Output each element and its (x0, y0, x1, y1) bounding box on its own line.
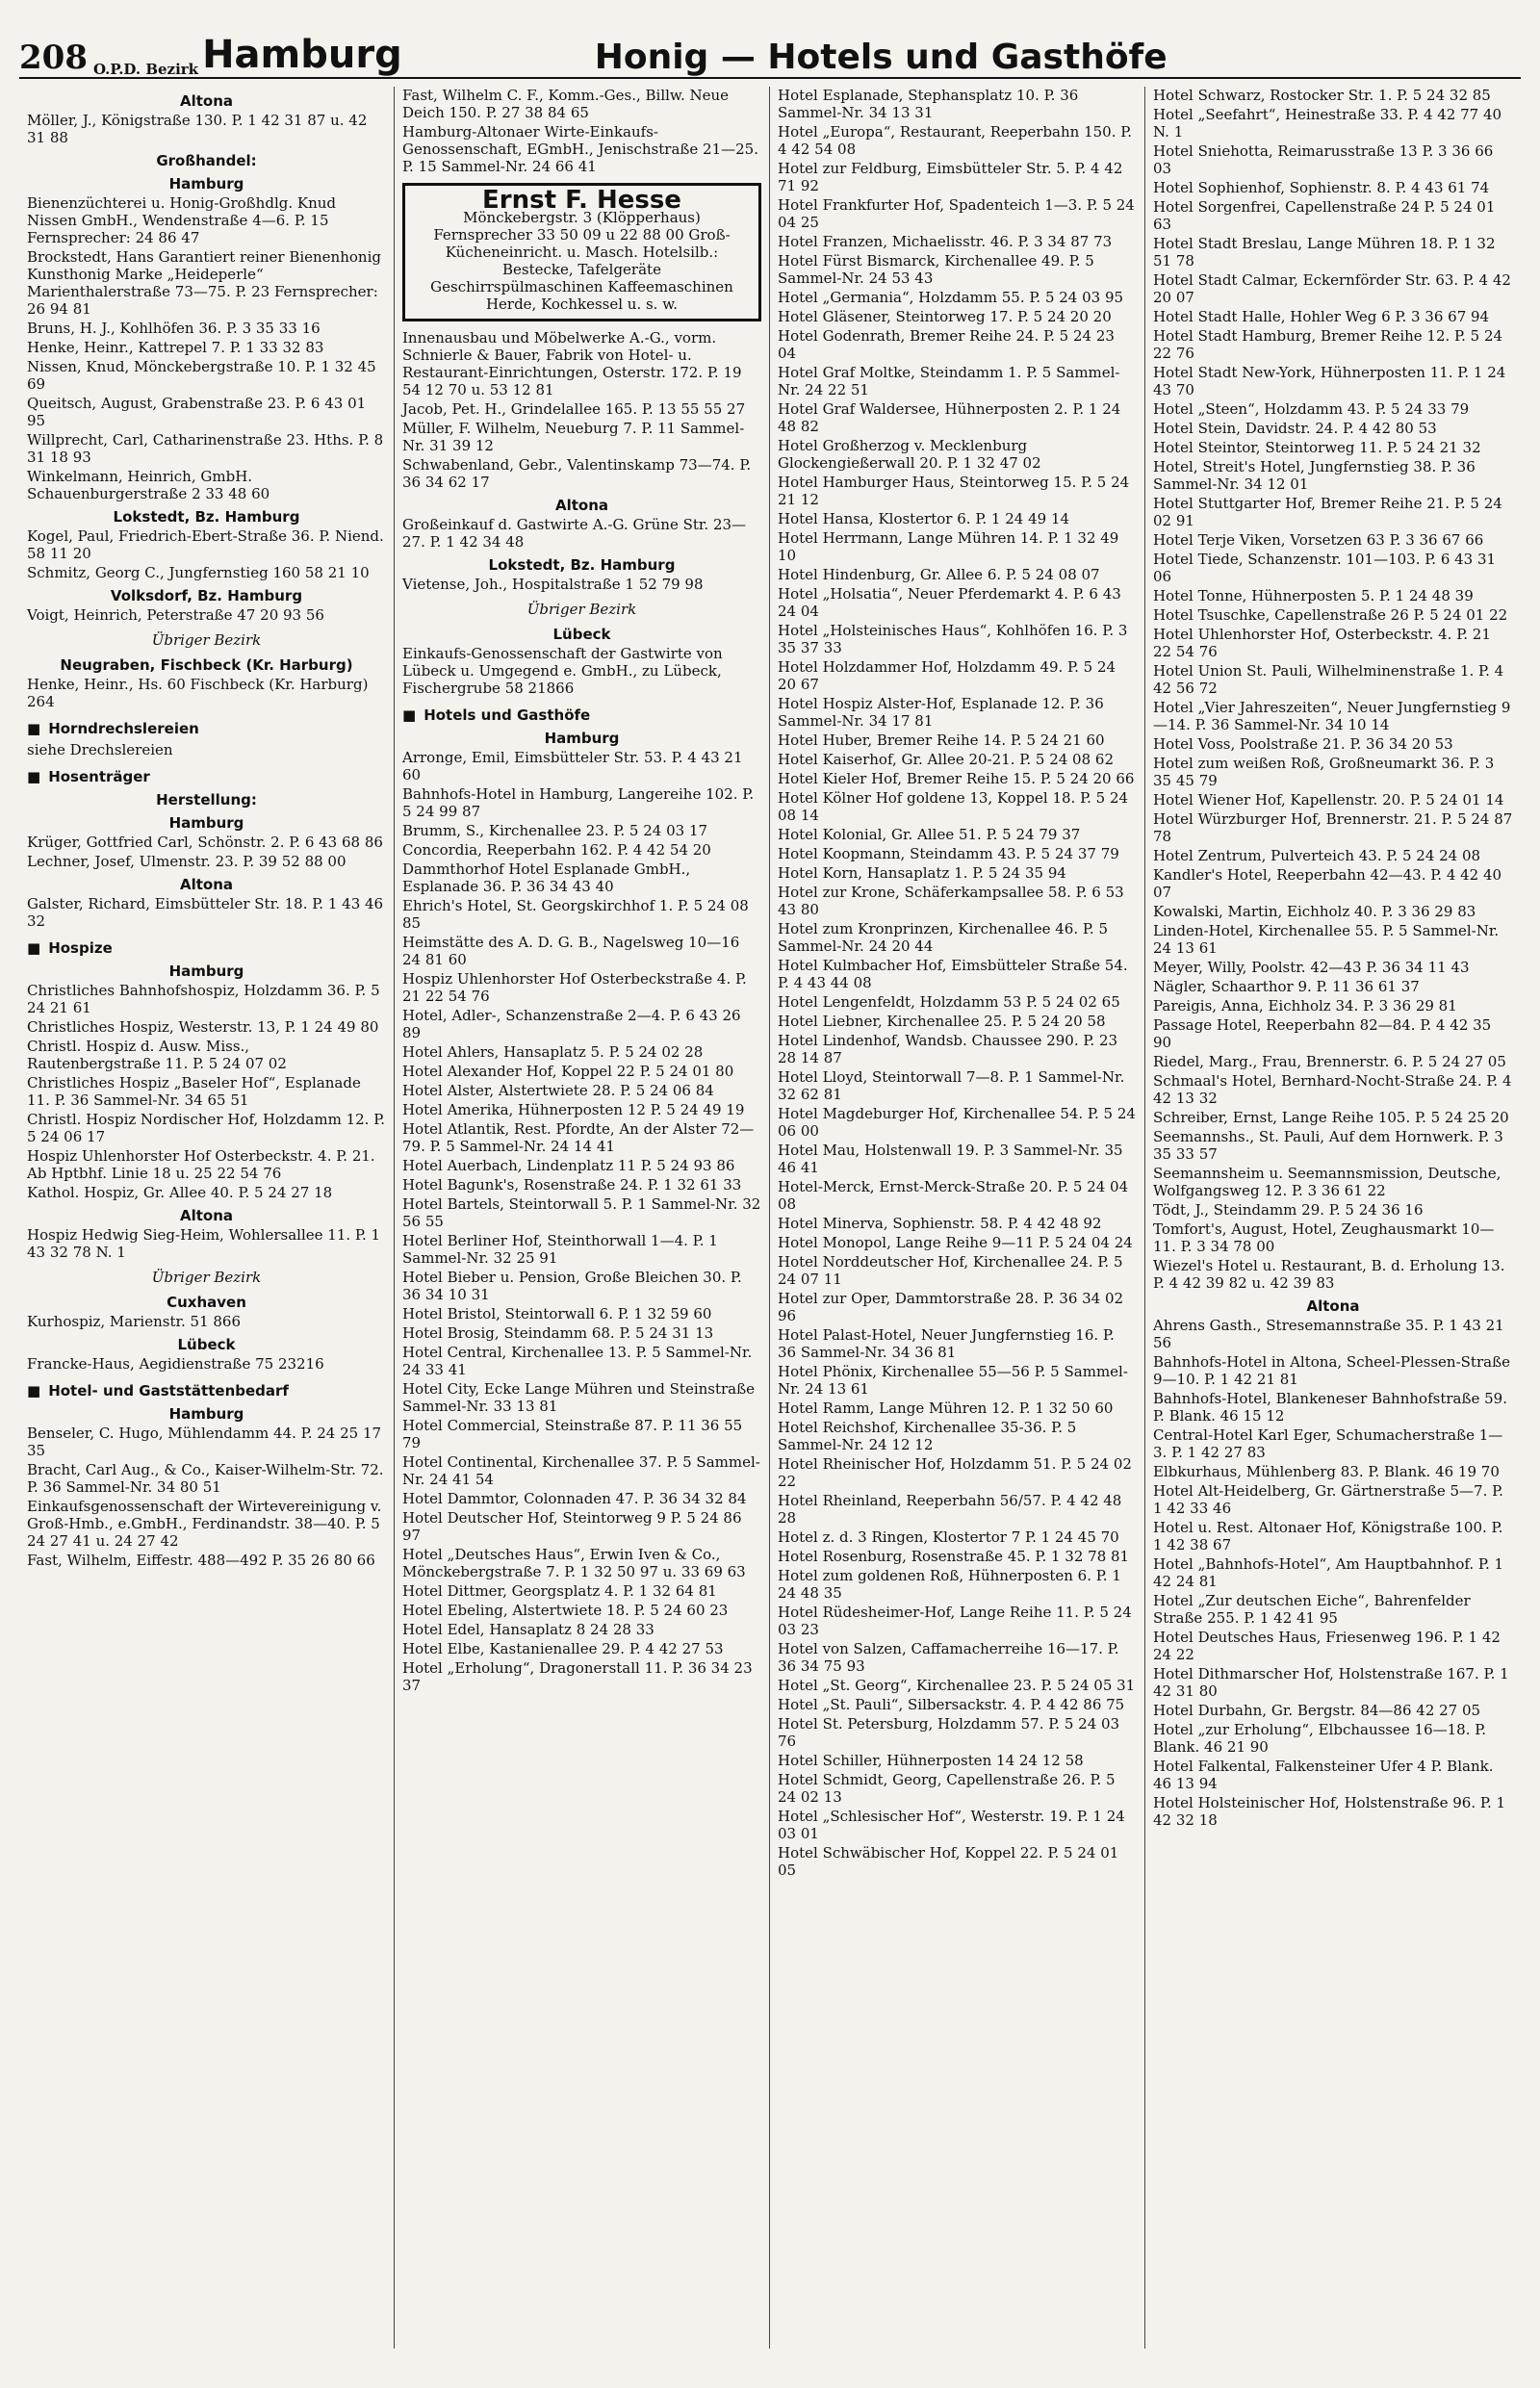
subheading: Volksdorf, Bz. Hamburg (110, 587, 303, 604)
list-item: Hotel „Schlesischer Hof“, Westerstr. 19. P. 1 24 03 01 (778, 1808, 1125, 1842)
list-item: Christl. Hospiz Nordischer Hof, Holzdamm 12. P. 5 24 06 17 (27, 1111, 386, 1145)
list-item: Jacob, Pet. H., Grindelallee 165. P. 13 55 55 27 (402, 400, 746, 418)
subheading: Hamburg (168, 1405, 244, 1423)
list-item: Hotel Stadt Calmar, Eckernförder Str. 63. P. 4 42 20 07 (1153, 271, 1511, 306)
list-item: Hotel Tonne, Hühnerposten 5. P. 1 24 48 39 (1153, 587, 1474, 604)
list-item: Einkaufs-Genossenschaft der Gastwirte von Lübeck u. Umgegend e. GmbH., zu Lübeck, Fischergrube 58 21866 (402, 645, 723, 697)
list-item: Hotel Würzburger Hof, Brennerstr. 21. P. 5 24 87 78 (1153, 810, 1513, 845)
page-header (19, 13, 1521, 79)
subheading: Altona (1306, 1297, 1360, 1315)
list-item: Pareigis, Anna, Eichholz 34. P. 3 36 29 81 (1153, 997, 1457, 1014)
list-item: Hamburg-Altonaer Wirte-Einkaufs-Genossenschaft, EGmbH., Jenischstraße 21—25. P. 15 Sammel-Nr. 24 66 41 (402, 123, 758, 175)
list-item: Hotel Schmidt, Georg, Capellenstraße 26. P. 5 24 02 13 (778, 1771, 1116, 1806)
list-item: Hotel von Salzen, Caffamacherreihe 16—17. P. 36 34 75 93 (778, 1640, 1119, 1675)
subheading: Hamburg (168, 963, 244, 980)
list-item: Benseler, C. Hugo, Mühlendamm 44. P. 24 25 17 35 (27, 1425, 382, 1459)
section-heading: ■ Horndrechslereien (27, 720, 386, 737)
list-item: Hotel Kulmbacher Hof, Eimsbütteler Straße 54. P. 4 43 44 08 (778, 957, 1128, 991)
region-heading: Übriger Bezirk (151, 631, 262, 649)
list-item: Heimstätte des A. D. G. B., Nagelsweg 10—16 24 81 60 (402, 934, 740, 968)
list-item: Christliches Bahnhofshospiz, Holzdamm 36. P. 5 24 21 61 (27, 982, 380, 1016)
list-item: Hotel Lengenfeldt, Holzdamm 53 P. 5 24 02 65 (778, 993, 1120, 1011)
list-item: Hotel Rheinischer Hof, Holzdamm 51. P. 5 24 02 22 (778, 1455, 1132, 1490)
list-item: Seemannshs., St. Pauli, Auf dem Hornwerk. P. 3 35 33 57 (1153, 1128, 1503, 1163)
list-item: Hotel „Europa“, Restaurant, Reeperbahn 150. P. 4 42 54 08 (778, 123, 1133, 158)
list-item: Hotel Bristol, Steintorwall 6. P. 1 32 59 60 (402, 1305, 712, 1322)
list-item: Hotel Alster, Alstertwiete 28. P. 5 24 06 84 (402, 1082, 714, 1099)
list-item: Schmitz, Georg C., Jungfernstieg 160 58 21 10 (27, 564, 370, 581)
section-heading: ■ Hospize (27, 939, 386, 957)
list-item: Hotel Schwarz, Rostocker Str. 1. P. 5 24 32 85 (1153, 87, 1491, 104)
list-item: Hotel Herrmann, Lange Mühren 14. P. 1 32 49 10 (778, 529, 1119, 564)
section-heading: ■ Hotels und Gasthöfe (402, 706, 761, 724)
list-item: Hotel Atlantik, Rest. Pfordte, An der Alster 72—79. P. 5 Sammel-Nr. 24 14 41 (402, 1120, 755, 1155)
list-item: Hotel, Adler-, Schanzenstraße 2—4. P. 6 43 26 89 (402, 1007, 741, 1041)
list-item: Arronge, Emil, Eimsbütteler Str. 53. P. 4 43 21 60 (402, 749, 743, 783)
list-item: Hotel Voss, Poolstraße 21. P. 36 34 20 53 (1153, 735, 1453, 753)
list-item: Hotel Rosenburg, Rosenstraße 45. P. 1 32 78 81 (778, 1548, 1130, 1565)
list-item: Hotel Hamburger Haus, Steintorweg 15. P. 5 24 21 12 (778, 474, 1130, 508)
list-item: Hotel Ebeling, Alstertwiete 18. P. 5 24 60 23 (402, 1602, 729, 1619)
list-item: Hotel z. d. 3 Ringen, Klostertor 7 P. 1 24 45 70 (778, 1528, 1119, 1546)
list-item: Hotel Liebner, Kirchenallee 25. P. 5 24 20 58 (778, 1013, 1106, 1030)
list-item: Hotel Lloyd, Steintorwall 7—8. P. 1 Sammel-Nr. 32 62 81 (778, 1068, 1125, 1103)
list-item: Hotel Kolonial, Gr. Allee 51. P. 5 24 79 37 (778, 826, 1081, 843)
list-item: Bahnhofs-Hotel in Altona, Scheel-Plessen-Straße 9—10. P. 1 42 21 81 (1153, 1353, 1510, 1388)
list-item: Hotel zur Krone, Schäferkampsallee 58. P. 6 53 43 80 (778, 884, 1124, 918)
list-item: Krüger, Gottfried Carl, Schönstr. 2. P. 6 43 68 86 (27, 834, 383, 851)
advertisement-text: Mönckebergstr. 3 (Klöpperhaus) Fernsprecher 33 50 09 u 22 88 00 Groß-Kücheneinricht. u. Masch. Hotelsilb.: Bestecke, Tafelgeräte Geschirrspülmaschinen Kaffeemaschinen Herde, Kochkessel u. s. w. (430, 209, 733, 313)
subheading: Hamburg (168, 814, 244, 832)
list-item: Hotel zur Feldburg, Eimsbütteler Str. 5. P. 4 42 71 92 (778, 160, 1123, 194)
list-item: Brockstedt, Hans Garantiert reiner Bienenhonig Kunsthonig Marke „Heideperle“ Marienthalerstraße 73—75. P. 23 Fernsprecher: 26 94 81 (27, 248, 381, 318)
list-item: Central-Hotel Karl Eger, Schumacherstraße 1—3. P. 1 42 27 83 (1153, 1426, 1503, 1461)
list-item: Lechner, Josef, Ulmenstr. 23. P. 39 52 88 00 (27, 853, 346, 870)
list-item: Christl. Hospiz d. Ausw. Miss., Rautenbergstraße 11. P. 5 24 07 02 (27, 1038, 287, 1072)
list-item: Kandler's Hotel, Reeperbahn 42—43. P. 4 42 40 07 (1153, 866, 1502, 901)
list-item: Francke-Haus, Aegidienstraße 75 23216 (27, 1355, 324, 1373)
list-item: Hotel Bagunk's, Rosenstraße 24. P. 1 32 61 33 (402, 1176, 742, 1194)
list-item: Hotel Koopmann, Steindamm 43. P. 5 24 37 79 (778, 845, 1119, 862)
list-item: Hotel Minerva, Sophienstr. 58. P. 4 42 48 92 (778, 1215, 1102, 1232)
list-item: Hotel „Holsatia“, Neuer Pferdemarkt 4. P. 6 43 24 04 (778, 585, 1121, 620)
list-item: Hotel Esplanade, Stephansplatz 10. P. 36 Sammel-Nr. 34 13 31 (778, 87, 1079, 121)
list-item: Hotel zum goldenen Roß, Hühnerposten 6. P. 1 24 48 35 (778, 1567, 1121, 1602)
subheading: Lübeck (552, 626, 611, 643)
list-item: Hotel Terje Viken, Vorsetzen 63 P. 3 36 67 66 (1153, 531, 1484, 549)
list-item: Hotel Auerbach, Lindenplatz 11 P. 5 24 93 86 (402, 1157, 735, 1174)
list-item: Hotel „Bahnhofs-Hotel“, Am Hauptbahnhof. P. 1 42 24 81 (1153, 1555, 1504, 1590)
list-item: Hotel „Zur deutschen Eiche“, Bahrenfelder Straße 255. P. 1 42 41 95 (1153, 1592, 1471, 1627)
list-item: Nägler, Schaarthor 9. P. 11 36 61 37 (1153, 978, 1420, 995)
list-item: Hotel Deutsches Haus, Friesenweg 196. P. 1 42 24 22 (1153, 1629, 1501, 1663)
page-title: Honig — Hotels und Gasthöfe (594, 38, 1168, 77)
section-heading: ■ Hotel- und Gaststättenbedarf (27, 1382, 386, 1399)
list-item: Wiezel's Hotel u. Restaurant, B. d. Erholung 13. P. 4 42 39 82 u. 42 39 83 (1153, 1257, 1505, 1292)
list-item: Hotel Wiener Hof, Kapellenstr. 20. P. 5 24 01 14 (1153, 791, 1504, 809)
subheading: Großhandel: (156, 152, 257, 169)
list-item: Hotel Central, Kirchenallee 13. P. 5 Sammel-Nr. 24 33 41 (402, 1344, 753, 1378)
district-label: O.P.D. Bezirk (92, 61, 199, 78)
list-item: Passage Hotel, Reeperbahn 82—84. P. 4 42 35 90 (1153, 1016, 1492, 1051)
list-item: Hotel Tsuschke, Capellenstraße 26 P. 5 24 01 22 (1153, 606, 1508, 624)
list-item: Hotel Magdeburger Hof, Kirchenallee 54. P. 5 24 06 00 (778, 1105, 1136, 1140)
list-item: Hospiz Hedwig Sieg-Heim, Wohlersallee 11. P. 1 43 32 78 N. 1 (27, 1226, 381, 1261)
list-item: Tödt, J., Steindamm 29. P. 5 24 36 16 (1153, 1201, 1424, 1219)
list-item: Müller, F. Wilhelm, Neueburg 7. P. 11 Sammel-Nr. 31 39 12 (402, 420, 745, 454)
list-item: Schreiber, Ernst, Lange Reihe 105. P. 5 24 25 20 (1153, 1109, 1509, 1126)
list-item: Hotel Falkental, Falkensteiner Ufer 4 P. Blank. 46 13 94 (1153, 1758, 1494, 1792)
list-item: Vietense, Joh., Hospitalstraße 1 52 79 98 (402, 576, 704, 593)
list-item: Kathol. Hospiz, Gr. Allee 40. P. 5 24 27 18 (27, 1184, 333, 1201)
list-item: Bahnhofs-Hotel, Blankeneser Bahnhofstraße 59. P. Blank. 46 15 12 (1153, 1390, 1507, 1425)
list-item: Hotel Kölner Hof goldene 13, Koppel 18. P. 5 24 08 14 (778, 789, 1129, 824)
list-item: Hotel „Vier Jahreszeiten“, Neuer Jungfernstieg 9—14. P. 36 Sammel-Nr. 34 10 14 (1153, 699, 1511, 733)
list-item: Hotel Stein, Davidstr. 24. P. 4 42 80 53 (1153, 420, 1437, 437)
list-item: Hotel Hansa, Klostertor 6. P. 1 24 49 14 (778, 510, 1070, 527)
list-item: Hotel Bieber u. Pension, Große Bleichen 30. P. 36 34 10 31 (402, 1269, 742, 1303)
list-item: Möller, J., Königstraße 130. P. 1 42 31 87 u. 42 31 88 (27, 112, 368, 146)
list-item: Hotel Kieler Hof, Bremer Reihe 15. P. 5 24 20 66 (778, 770, 1135, 787)
list-item: Hotel Tiede, Schanzenstr. 101—103. P. 6 43 31 06 (1153, 551, 1497, 585)
list-item: Hotel Durbahn, Gr. Bergstr. 84—86 42 27 05 (1153, 1702, 1481, 1719)
list-item: Hotel Edel, Hansaplatz 8 24 28 33 (402, 1621, 654, 1638)
list-item: Riedel, Marg., Frau, Brennerstr. 6. P. 5 24 27 05 (1153, 1053, 1506, 1070)
subheading: Altona (179, 92, 234, 110)
list-item: Ehrich's Hotel, St. Georgskirchhof 1. P. 5 24 08 85 (402, 897, 749, 932)
list-item: Bienenzüchterei u. Honig-Großhdlg. Knud Nissen GmbH., Wendenstraße 4—6. P. 15 Fernsprecher: 24 86 47 (27, 194, 337, 246)
list-item: Hotel Norddeutscher Hof, Kirchenallee 24. P. 5 24 07 11 (778, 1253, 1123, 1288)
list-item: Hotel Dammtor, Colonnaden 47. P. 36 34 32 84 (402, 1490, 747, 1507)
list-item: Hotel „Deutsches Haus“, Erwin Iven & Co., Mönckebergstraße 7. P. 1 32 50 97 u. 33 69 63 (402, 1546, 746, 1580)
list-item: Hotel Palast-Hotel, Neuer Jungfernstieg 16. P. 36 Sammel-Nr. 34 36 81 (778, 1326, 1115, 1361)
list-item: Hotel Berliner Hof, Steinthorwall 1—4. P. 1 Sammel-Nr. 32 25 91 (402, 1232, 718, 1267)
list-item: Meyer, Willy, Poolstr. 42—43 P. 36 34 11 43 (1153, 959, 1470, 976)
list-item: Hotel Schiller, Hühnerposten 14 24 12 58 (778, 1752, 1084, 1769)
list-item: Hotel „Steen“, Holzdamm 43. P. 5 24 33 79 (1153, 400, 1470, 418)
list-item: Hotel Lindenhof, Wandsb. Chaussee 290. P. 23 28 14 87 (778, 1032, 1118, 1066)
subheading: Altona (554, 497, 609, 514)
list-item: Hotel Brosig, Steindamm 68. P. 5 24 31 13 (402, 1324, 714, 1342)
list-item: Linden-Hotel, Kirchenallee 55. P. 5 Sammel-Nr. 24 13 61 (1153, 922, 1500, 957)
list-item: Hotel Deutscher Hof, Steintorweg 9 P. 5 24 86 97 (402, 1509, 742, 1544)
list-item: Concordia, Reeperbahn 162. P. 4 42 54 20 (402, 841, 711, 859)
list-item: Fast, Wilhelm, Eiffestr. 488—492 P. 35 26 80 66 (27, 1552, 375, 1569)
list-item: Einkaufsgenossenschaft der Wirtevereinigung v. Groß-Hmb., e.GmbH., Ferdinandstr. 38—40. P. 5 24 27 41 u. 24 27 42 (27, 1498, 382, 1550)
list-item: Hotel Graf Waldersee, Hühnerposten 2. P. 1 24 48 82 (778, 400, 1121, 435)
list-item: Hotel „Erholung“, Dragonerstall 11. P. 36 34 23 37 (402, 1659, 753, 1694)
list-item: Queitsch, August, Grabenstraße 23. P. 6 43 01 95 (27, 395, 367, 429)
list-item: siehe Drechslereien (27, 741, 173, 758)
list-item: Christliches Hospiz, Westerstr. 13, P. 1 24 49 80 (27, 1018, 379, 1036)
list-item: Hotel zum weißen Roß, Großneumarkt 36. P. 3 35 45 79 (1153, 755, 1495, 789)
list-item: Hotel Dithmarscher Hof, Holstenstraße 167. P. 1 42 31 80 (1153, 1665, 1509, 1700)
list-item: Hotel Hospiz Alster-Hof, Esplanade 12. P. 36 Sammel-Nr. 34 17 81 (778, 695, 1104, 730)
list-item: Kowalski, Martin, Eichholz 40. P. 3 36 29 83 (1153, 903, 1476, 920)
list-item: Hotel „St. Pauli“, Silbersackstr. 4. P. 4 42 86 75 (778, 1696, 1125, 1713)
list-item: Brumm, S., Kirchenallee 23. P. 5 24 03 17 (402, 822, 708, 839)
subheading: Cuxhaven (167, 1294, 246, 1311)
list-item: Kurhospiz, Marienstr. 51 866 (27, 1313, 242, 1330)
list-item: Hotel Frankfurter Hof, Spadenteich 1—3. P. 5 24 04 25 (778, 196, 1135, 231)
column-4 (1145, 87, 1521, 2349)
directory-page (19, 13, 1521, 2362)
subheading: Altona (179, 1207, 234, 1224)
list-item: Galster, Richard, Eimsbütteler Str. 18. P. 1 43 46 32 (27, 895, 384, 930)
list-item: Hotel Uhlenhorster Hof, Osterbeckstr. 4. P. 21 22 54 76 (1153, 626, 1491, 660)
list-item: Hotel Korn, Hansaplatz 1. P. 5 24 35 94 (778, 864, 1066, 882)
list-item: Hotel Union St. Pauli, Wilhelminenstraße 1. P. 4 42 56 72 (1153, 662, 1504, 697)
list-item: Schwabenland, Gebr., Valentinskamp 73—74. P. 36 34 62 17 (402, 456, 752, 491)
list-item: Hotel Elbe, Kastanienallee 29. P. 4 42 27 53 (402, 1640, 724, 1657)
list-item: Hotel Alt-Heidelberg, Gr. Gärtnerstraße 5—7. P. 1 42 33 46 (1153, 1482, 1503, 1517)
list-item: Hotel „St. Georg“, Kirchenallee 23. P. 5 24 05 31 (778, 1677, 1136, 1694)
list-item: Hotel Rheinland, Reeperbahn 56/57. P. 4 42 48 28 (778, 1492, 1122, 1527)
list-item: Hotel Steintor, Steintorweg 11. P. 5 24 21 32 (1153, 439, 1481, 456)
list-item: Hotel Gläsener, Steintorweg 17. P. 5 24 20 20 (778, 308, 1112, 325)
list-item: Hotel Bartels, Steintorwall 5. P. 1 Sammel-Nr. 32 56 55 (402, 1195, 761, 1230)
city-heading: Hamburg (202, 33, 402, 77)
list-item: Willprecht, Carl, Catharinenstraße 23. Hths. P. 8 31 18 93 (27, 431, 384, 466)
list-item: Fast, Wilhelm C. F., Komm.-Ges., Billw. Neue Deich 150. P. 27 38 84 65 (402, 87, 730, 121)
page-number: 208 (19, 39, 88, 77)
subheading: Herstellung: (156, 791, 257, 809)
subheading: Lübeck (177, 1336, 236, 1353)
list-item: Hotel Ramm, Lange Mühren 12. P. 1 32 50 60 (778, 1399, 1114, 1417)
list-item: Hotel Ahlers, Hansaplatz 5. P. 5 24 02 28 (402, 1043, 704, 1061)
list-item: Hotel Kaiserhof, Gr. Allee 20-21. P. 5 24 08 62 (778, 751, 1114, 768)
column-2 (395, 87, 770, 2349)
list-item: Hotel Godenrath, Bremer Reihe 24. P. 5 24 23 04 (778, 327, 1115, 362)
list-item: Hotel Huber, Bremer Reihe 14. P. 5 24 21 60 (778, 732, 1105, 749)
advertisement-title: Ernst F. Hesse (482, 186, 681, 215)
list-item: Hotel „zur Erholung“, Elbchaussee 16—18. P. Blank. 46 21 90 (1153, 1721, 1487, 1756)
list-item: Hotel Amerika, Hühnerposten 12 P. 5 24 49 19 (402, 1101, 745, 1118)
region-heading: Übriger Bezirk (151, 1269, 262, 1286)
list-item: Voigt, Heinrich, Peterstraße 47 20 93 56 (27, 606, 324, 624)
list-item: Hotel Rüdesheimer-Hof, Lange Reihe 11. P. 5 24 03 23 (778, 1604, 1132, 1638)
list-item: Hotel Schwäbischer Hof, Koppel 22. P. 5 24 01 05 (778, 1844, 1119, 1879)
list-item: Winkelmann, Heinrich, GmbH. Schauenburgerstraße 2 33 48 60 (27, 468, 270, 502)
list-item: Hotel Stadt Hamburg, Bremer Reihe 12. P. 5 24 22 76 (1153, 327, 1503, 362)
list-item: Henke, Heinr., Hs. 60 Fischbeck (Kr. Harburg) 264 (27, 676, 369, 710)
region-heading: Übriger Bezirk (526, 601, 637, 618)
list-item: Seemannsheim u. Seemannsmission, Deutsche, Wolfgangsweg 12. P. 3 36 61 22 (1153, 1165, 1502, 1199)
list-item: Hotel Hindenburg, Gr. Allee 6. P. 5 24 08 07 (778, 566, 1100, 583)
list-item: Hotel City, Ecke Lange Mühren und Steinstraße Sammel-Nr. 33 13 81 (402, 1380, 756, 1415)
list-item: Hotel Mau, Holstenwall 19. P. 3 Sammel-Nr. 35 46 41 (778, 1142, 1123, 1176)
list-item: Hotel u. Rest. Altonaer Hof, Königstraße 100. P. 1 42 38 67 (1153, 1519, 1503, 1553)
list-item: Christliches Hospiz „Baseler Hof“, Esplanade 11. P. 36 Sammel-Nr. 34 65 51 (27, 1074, 361, 1109)
list-item: Hotel Stadt Halle, Hohler Weg 6 P. 3 36 67 94 (1153, 308, 1490, 325)
list-item: Hotel-Merck, Ernst-Merck-Straße 20. P. 5 24 04 08 (778, 1178, 1129, 1213)
list-item: Tomfort's, August, Hotel, Zeughausmarkt 10—11. P. 3 34 78 00 (1153, 1220, 1495, 1255)
list-item: Hotel Großherzog v. Mecklenburg Glockengießerwall 20. P. 1 32 47 02 (778, 437, 1041, 472)
list-item: Hospiz Uhlenhorster Hof Osterbeckstr. 4. P. 21. Ab Hptbhf. Linie 18 u. 25 22 54 76 (27, 1147, 375, 1182)
list-item: Hotel Stadt Breslau, Lange Mühren 18. P. 1 32 51 78 (1153, 235, 1496, 270)
columns (19, 87, 1521, 2349)
list-item: Hotel Sophienhof, Sophienstr. 8. P. 4 43 61 74 (1153, 179, 1490, 196)
list-item: Hotel Stuttgarter Hof, Bremer Reihe 21. P. 5 24 02 91 (1153, 495, 1502, 529)
list-item: Hotel Dittmer, Georgsplatz 4. P. 1 32 64 81 (402, 1582, 717, 1600)
subheading: Altona (179, 876, 234, 893)
list-item: Hotel Fürst Bismarck, Kirchenallee 49. P. 5 Sammel-Nr. 24 53 43 (778, 252, 1094, 287)
column-3 (770, 87, 1145, 2349)
list-item: Hotel zum Kronprinzen, Kirchenallee 46. P. 5 Sammel-Nr. 24 20 44 (778, 920, 1109, 955)
list-item: Kogel, Paul, Friedrich-Ebert-Straße 36. P. Niend. 58 11 20 (27, 527, 384, 562)
list-item: Hotel Holzdammer Hof, Holzdamm 49. P. 5 24 20 67 (778, 658, 1116, 693)
list-item: Elbkurhaus, Mühlenberg 83. P. Blank. 46 19 70 (1153, 1463, 1500, 1480)
list-item: Dammthorhof Hotel Esplanade GmbH., Esplanade 36. P. 36 34 43 40 (402, 860, 691, 895)
list-item: Großeinkauf d. Gastwirte A.-G. Grüne Str. 23—27. P. 1 42 34 48 (402, 516, 747, 551)
list-item: Hotel „Holsteinisches Haus“, Kohlhöfen 16. P. 3 35 37 33 (778, 622, 1128, 656)
advertisement-box (402, 183, 761, 321)
list-item: Innenausbau und Möbelwerke A.-G., vorm. Schnierle & Bauer, Fabrik von Hotel- u. Restaurant-Einrichtungen, Osterstr. 172. P. 19 54 12 70 u. 53 12 81 (402, 329, 742, 398)
list-item: Hotel zur Oper, Dammtorstraße 28. P. 36 34 02 96 (778, 1290, 1124, 1324)
section-heading: ■ Hosenträger (27, 768, 386, 785)
list-item: Hotel, Streit's Hotel, Jungfernstieg 38. P. 36 Sammel-Nr. 34 12 01 (1153, 458, 1476, 493)
list-item: Hotel Alexander Hof, Koppel 22 P. 5 24 01 80 (402, 1063, 734, 1080)
list-item: Hotel Zentrum, Pulverteich 43. P. 5 24 24 08 (1153, 847, 1481, 864)
list-item: Hospiz Uhlenhorster Hof Osterbeckstraße 4. P. 21 22 54 76 (402, 970, 747, 1005)
list-item: Nissen, Knud, Mönckebergstraße 10. P. 1 32 45 69 (27, 358, 376, 393)
list-item: Hotel Franzen, Michaelisstr. 46. P. 3 34 87 73 (778, 233, 1113, 250)
list-item: Hotel St. Petersburg, Holzdamm 57. P. 5 24 03 76 (778, 1715, 1120, 1750)
list-item: Hotel Commercial, Steinstraße 87. P. 11 36 55 79 (402, 1417, 743, 1451)
list-item: Hotel Continental, Kirchenallee 37. P. 5 Sammel-Nr. 24 41 54 (402, 1453, 760, 1488)
list-item: Schmaal's Hotel, Bernhard-Nocht-Straße 24. P. 4 42 13 32 (1153, 1072, 1512, 1107)
list-item: Henke, Heinr., Kattrepel 7. P. 1 33 32 83 (27, 339, 324, 356)
subheading: Hamburg (168, 175, 244, 193)
list-item: Hotel „Seefahrt“, Heinestraße 33. P. 4 42 77 40 N. 1 (1153, 106, 1502, 141)
list-item: Hotel Holsteinischer Hof, Holstenstraße 96. P. 1 42 32 18 (1153, 1794, 1506, 1829)
list-item: Bahnhofs-Hotel in Hamburg, Langereihe 102. P. 5 24 99 87 (402, 785, 755, 820)
list-item: Hotel „Germania“, Holzdamm 55. P. 5 24 03 95 (778, 289, 1124, 306)
subheading: Lokstedt, Bz. Hamburg (113, 508, 300, 526)
list-item: Ahrens Gasth., Stresemannstraße 35. P. 1 43 21 56 (1153, 1317, 1504, 1351)
subheading: Hamburg (544, 730, 620, 747)
list-item: Bracht, Carl Aug., & Co., Kaiser-Wilhelm-Str. 72. P. 36 Sammel-Nr. 34 80 51 (27, 1461, 384, 1496)
column-1 (19, 87, 395, 2349)
subheading: Neugraben, Fischbeck (Kr. Harburg) (60, 656, 353, 674)
subheading: Lokstedt, Bz. Hamburg (488, 556, 676, 574)
list-item: Bruns, H. J., Kohlhöfen 36. P. 3 35 33 16 (27, 320, 321, 337)
list-item: Hotel Monopol, Lange Reihe 9—11 P. 5 24 04 24 (778, 1234, 1133, 1251)
list-item: Hotel Sorgenfrei, Capellenstraße 24 P. 5 24 01 63 (1153, 198, 1496, 233)
list-item: Hotel Reichshof, Kirchenallee 35-36. P. 5 Sammel-Nr. 24 12 12 (778, 1419, 1077, 1453)
list-item: Hotel Stadt New-York, Hühnerposten 11. P. 1 24 43 70 (1153, 364, 1506, 398)
list-item: Hotel Sniehotta, Reimarusstraße 13 P. 3 36 66 03 (1153, 142, 1494, 177)
list-item: Hotel Phönix, Kirchenallee 55—56 P. 5 Sammel-Nr. 24 13 61 (778, 1363, 1128, 1398)
list-item: Hotel Graf Moltke, Steindamm 1. P. 5 Sammel-Nr. 24 22 51 (778, 364, 1120, 398)
